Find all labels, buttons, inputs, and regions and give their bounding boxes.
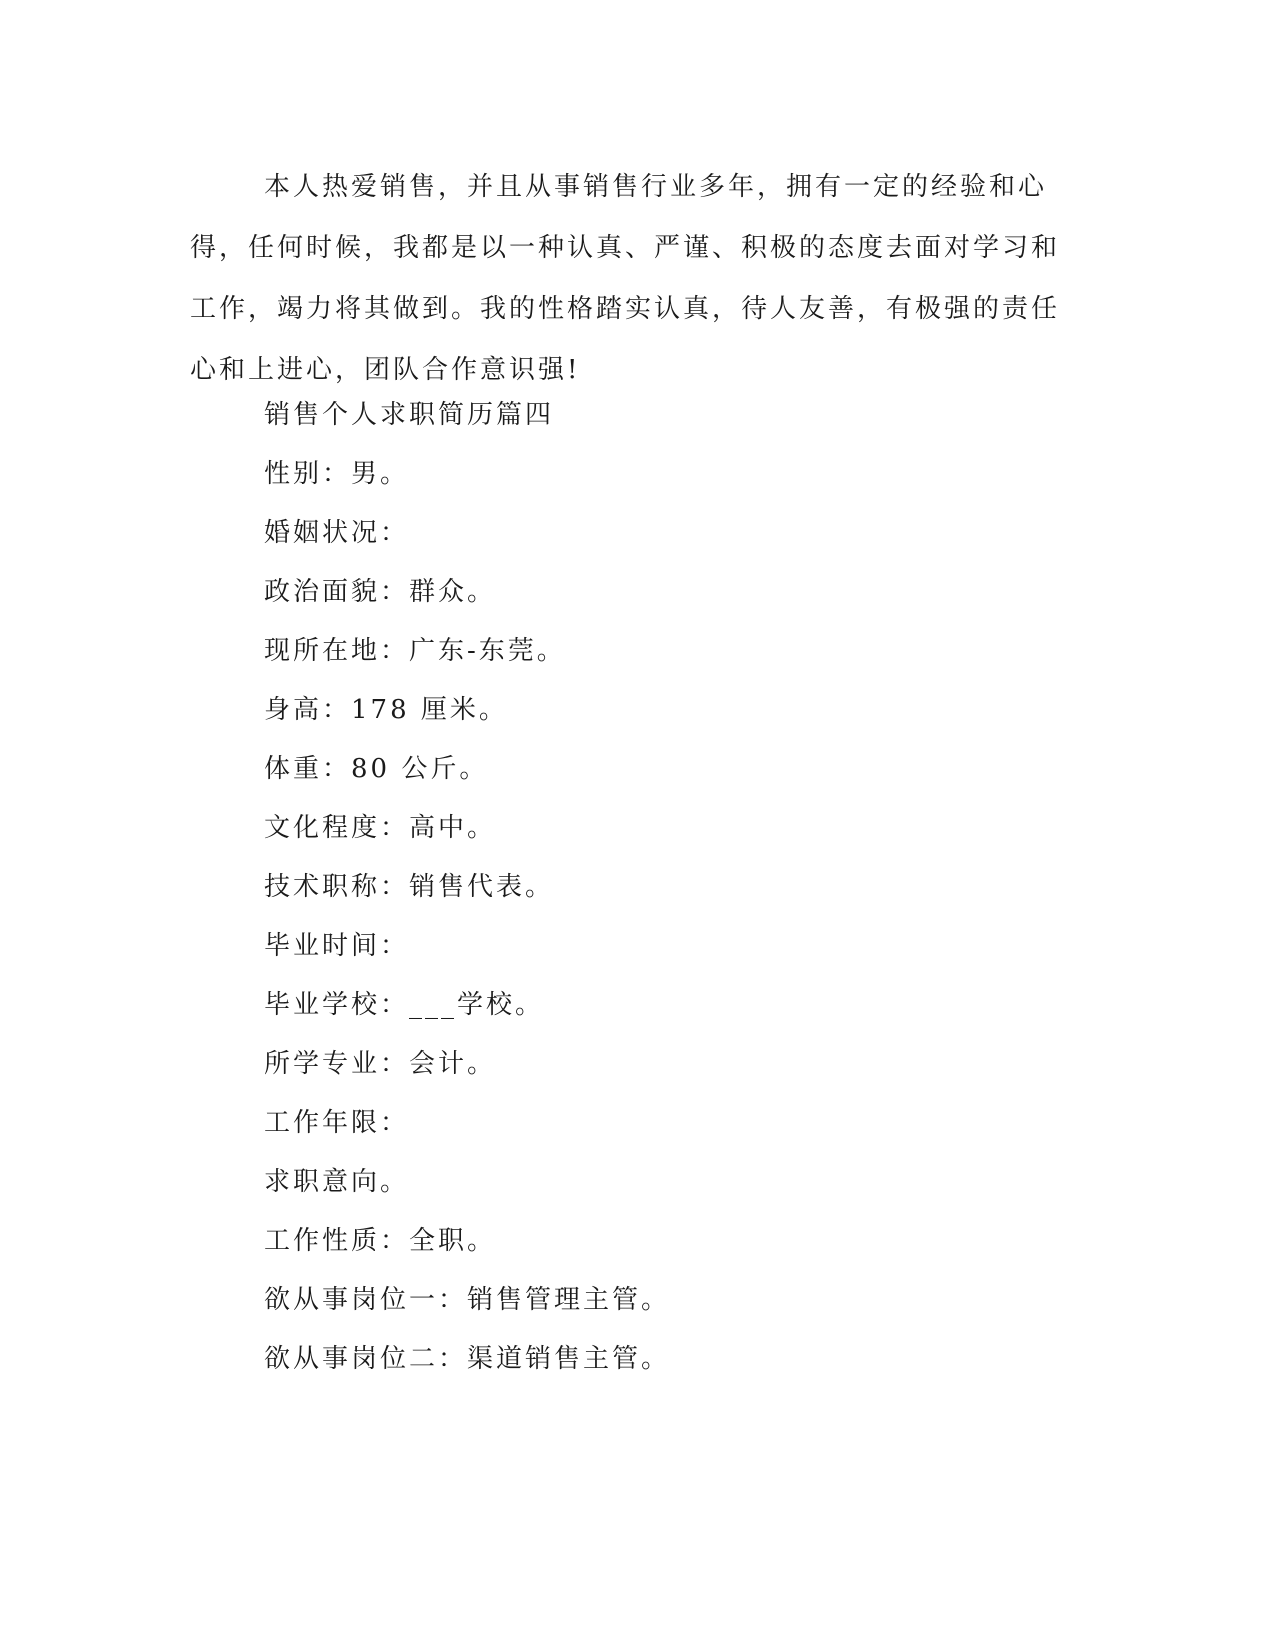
field-education: 文化程度：高中。 <box>264 813 497 843</box>
field-gender: 性别：男。 <box>264 459 410 489</box>
field-position-one: 欲从事岗位一：销售管理主管。 <box>264 1285 671 1315</box>
field-major: 所学专业：会计。 <box>264 1049 497 1079</box>
field-weight: 体重：80 公斤。 <box>264 754 489 784</box>
field-position-two: 欲从事岗位二：渠道销售主管。 <box>264 1344 671 1374</box>
field-political-status: 政治面貌：群众。 <box>264 577 497 607</box>
field-job-type: 工作性质：全职。 <box>264 1226 497 1256</box>
field-work-years: 工作年限： <box>264 1108 410 1138</box>
field-job-intention: 求职意向。 <box>264 1167 410 1197</box>
field-school: 毕业学校：___学校。 <box>264 990 545 1020</box>
field-location: 现所在地：广东-东莞。 <box>264 636 566 666</box>
intro-paragraph: 本人热爱销售，并且从事销售行业多年，拥有一定的经验和心得，任何时候，我都是以一种认真、严谨、积极的态度去面对学习和工作，竭力将其做到。我的性格踏实认真，待人友善，有极强的责任心和上进心，团队合作意识强! <box>190 172 1061 385</box>
field-graduation-time: 毕业时间： <box>264 931 410 961</box>
section-title: 销售个人求职简历篇四 <box>264 400 555 430</box>
field-title: 技术职称：销售代表。 <box>264 872 555 902</box>
field-height: 身高：178 厘米。 <box>264 695 508 725</box>
field-marital-status: 婚姻状况： <box>264 518 410 548</box>
